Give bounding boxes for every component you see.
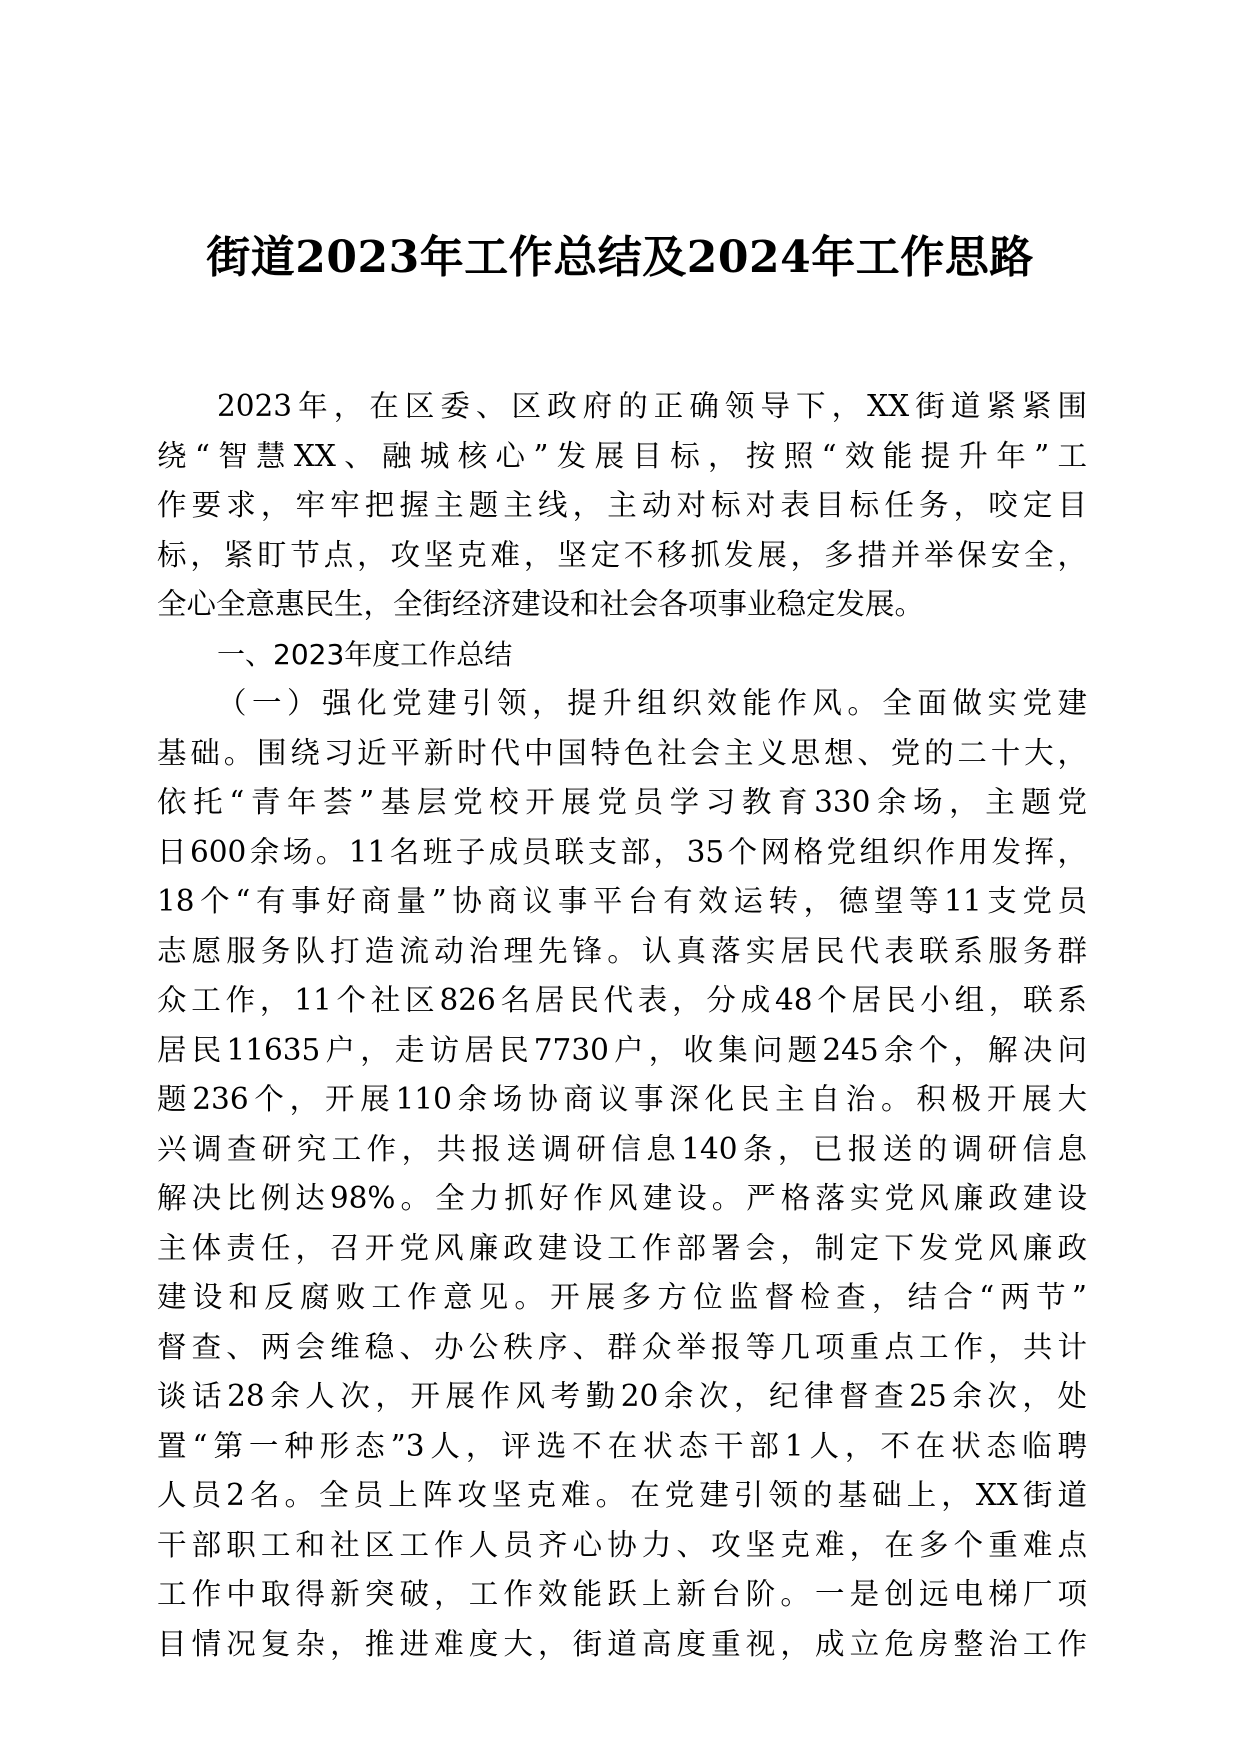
section-line: 18个“有事好商量”协商议事平台有效运转，德望等11支党员: [157, 884, 1087, 918]
section-line: 兴调查研究工作，共报送调研信息140条，已报送的调研信息: [157, 1131, 1087, 1166]
section-line: 人员2名。全员上阵攻坚克难。在党建引领的基础上，XX街道: [157, 1478, 1087, 1512]
intro-line: 标，紧盯节点，攻坚克难，坚定不移抓发展，多措并举保安全，: [157, 537, 1087, 572]
section-line: 基础。围绕习近平新时代中国特色社会主义思想、党的二十大，: [157, 735, 1087, 770]
section-line: 谈话28余人次，开展作风考勤20余次，纪律督查25余次，处: [157, 1379, 1087, 1413]
section-line: 依托“青年荟”基层党校开展党员学习教育330余场，主题党: [157, 785, 1087, 819]
section-line: 目情况复杂，推进难度大，街道高度重视，成立危房整治工作: [157, 1626, 1087, 1661]
intro-line: 作要求，牢牢把握主题主线，主动对标对表目标任务，咬定目: [157, 488, 1087, 522]
section-heading: 一、2023年度工作总结: [217, 637, 513, 671]
intro-line: 全心全意惠民生，全街经济建设和社会各项事业稳定发展。: [157, 587, 925, 621]
section-line: 解决比例达98%。全力抓好作风建设。严格落实党风廉政建设: [157, 1181, 1087, 1215]
intro-line: 2023年，在区委、区政府的正确领导下，XX街道紧紧围: [217, 389, 1087, 423]
section-line: 众工作，11个社区826名居民代表，分成48个居民小组，联系: [157, 983, 1087, 1017]
section-line: 建设和反腐败工作意见。开展多方位监督检查，结合“两节”: [157, 1280, 1087, 1314]
section-line: 督查、两会维稳、办公秩序、群众举报等几项重点工作，共计: [157, 1329, 1087, 1364]
section-line: 干部职工和社区工作人员齐心协力、攻坚克难，在多个重难点: [157, 1527, 1087, 1562]
document-title: 街道2023年工作总结及2024年工作思路: [206, 232, 1034, 283]
section-line: 居民11635户，走访居民7730户，收集问题245余个，解决问: [157, 1032, 1087, 1067]
section-line: 工作中取得新突破，工作效能跃上新台阶。一是创远电梯厂项: [157, 1577, 1087, 1611]
section-line: 日600余场。11名班子成员联支部，35个网格党组织作用发挥，: [157, 834, 1087, 869]
section-line: 主体责任，召开党风廉政建设工作部署会，制定下发党风廉政: [157, 1230, 1087, 1265]
document-body: [157, 382, 1087, 1669]
intro-line: 绕“智慧XX、融城核心”发展目标，按照“效能提升年”工: [157, 438, 1087, 473]
section-line: 题236个，开展110余场协商议事深化民主自治。积极开展大: [157, 1082, 1087, 1116]
section-line: 志愿服务队打造流动治理先锋。认真落实居民代表联系服务群: [157, 933, 1087, 968]
section-line: 置“第一种形态”3人，评选不在状态干部1人，不在状态临聘: [157, 1428, 1087, 1463]
section-line: （一）强化党建引领，提升组织效能作风。全面做实党建: [217, 686, 1087, 720]
